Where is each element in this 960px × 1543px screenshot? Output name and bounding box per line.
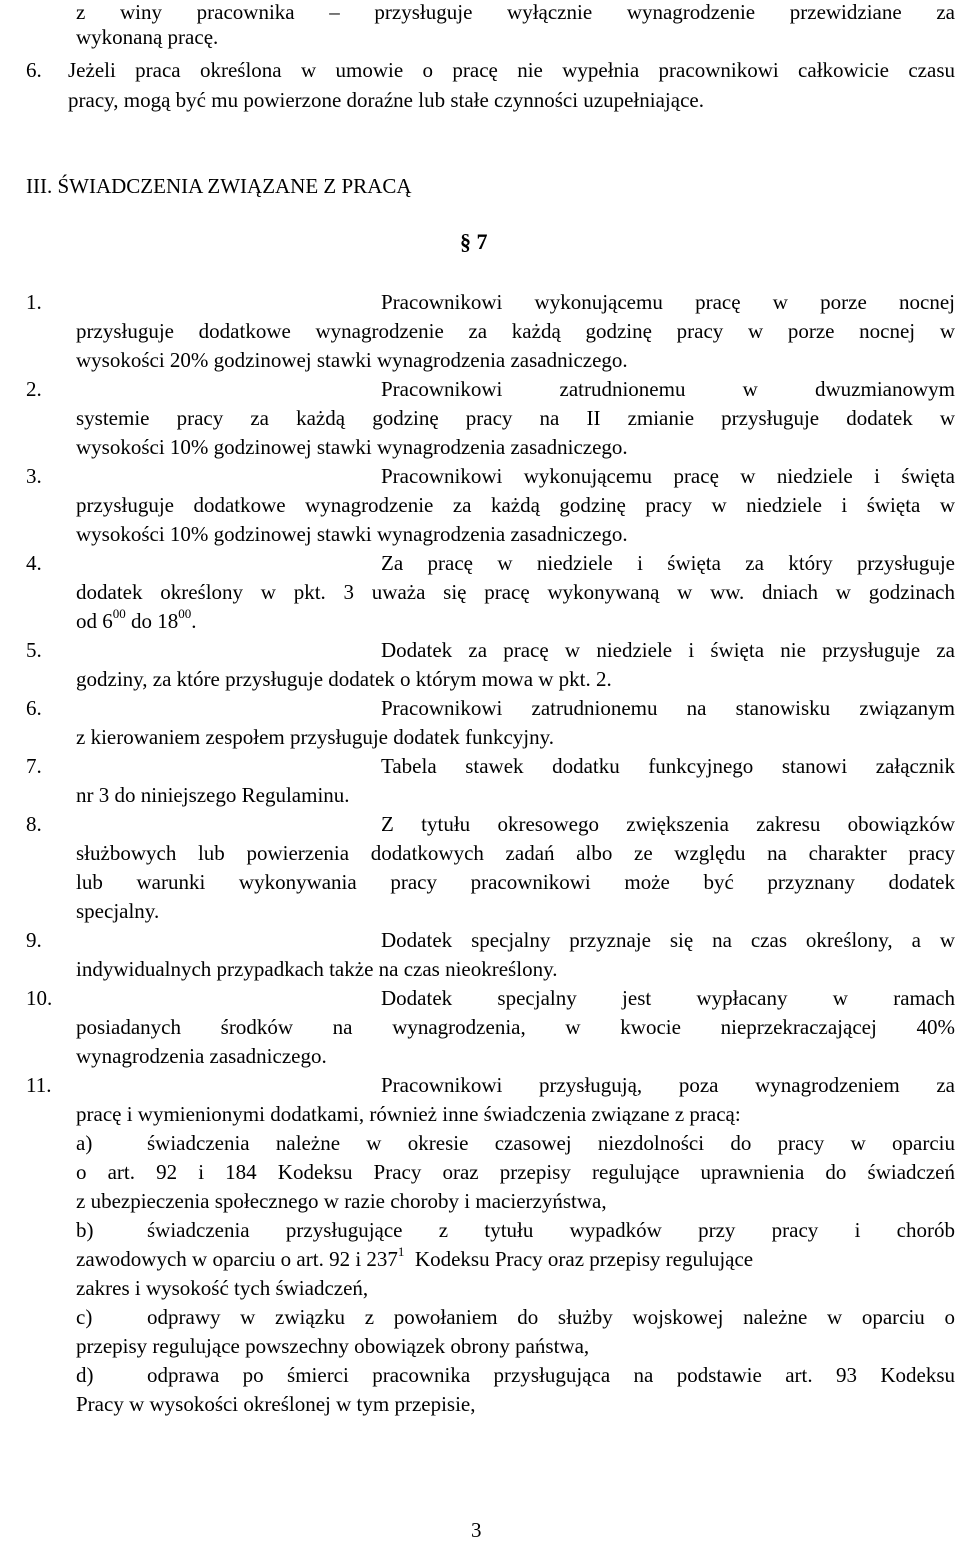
hours-to: do 18 (125, 609, 179, 633)
text-line: pracy, mogą być mu powierzone doraźne lub stałe czynności uzupełniające. (68, 88, 704, 112)
text-line: Dodatek specjalny przyznaje się na czas określony, a w (381, 928, 955, 952)
item-number: 5. (26, 638, 42, 662)
hours-from: od 6 (76, 609, 113, 633)
subitem-letter: b) (76, 1218, 94, 1242)
superscript: 00 (178, 606, 192, 621)
text-line: wysokości 20% godzinowej stawki wynagrodzenia zasadniczego. (76, 348, 628, 372)
item-number: 8. (26, 812, 42, 836)
text-line: systemie pracy za każdą godzinę pracy na II zmianie przysługuje dodatek w (76, 406, 955, 430)
subitem-letter: d) (76, 1363, 94, 1387)
text-line: wynagrodzenia zasadniczego. (76, 1044, 327, 1068)
text-line: świadczenia należne w okresie czasowej niezdolności do pracy w oparciu (147, 1131, 955, 1155)
item-number: 1. (26, 290, 42, 314)
text-line: indywidualnych przypadkach także na czas nieokreślony. (76, 957, 558, 981)
text-line: Pracy w wysokości określonej w tym przepisie, (76, 1392, 476, 1416)
text-line: Dodatek za pracę w niedziele i święta nie przysługuje za (381, 638, 955, 662)
superscript: 1 (397, 1244, 405, 1259)
item-number: 10. (26, 986, 53, 1010)
text-line: Tabela stawek dodatku funkcyjnego stanowi załącznik (381, 754, 955, 778)
text-line: przysługuje dodatkowe wynagrodzenie za każdą godzinę pracy w porze nocnej w (76, 319, 955, 343)
text-line: Pracownikowi zatrudnionemu na stanowisku związanym (381, 696, 955, 720)
text-line: Pracownikowi wykonującemu pracę w niedziele i święta (381, 464, 955, 488)
text-line: Pracownikowi wykonującemu pracę w porze nocnej (381, 290, 955, 314)
text-line: z ubezpieczenia społecznego w razie choroby i macierzyństwa, (76, 1189, 607, 1213)
text-line: z kierowaniem zespołem przysługuje dodatek funkcyjny. (76, 725, 554, 749)
text-line: świadczenia przysługujące z tytułu wypadków przy pracy i chorób (147, 1218, 955, 1242)
text-line: Z tytułu okresowego zwiększenia zakresu obowiązków (381, 812, 955, 836)
text-line: przepisy regulujące powszechny obowiązek obrony państwa, (76, 1334, 590, 1358)
text-line: odprawa po śmierci pracownika przysługująca na podstawie art. 93 Kodeksu (147, 1363, 955, 1387)
text-line: specjalny. (76, 899, 160, 923)
text-line: zakres i wysokość tych świadczeń, (76, 1276, 369, 1300)
text-line: Pracownikowi przysługują, poza wynagrodzeniem za (381, 1073, 955, 1097)
text-line: odprawy w związku z powołaniem do służby wojskowej należne w oparciu o (147, 1305, 955, 1329)
subitem-letter: a) (76, 1131, 93, 1155)
text-line: służbowych lub powierzenia dodatkowych zadań albo ze względu na charakter pracy (76, 841, 955, 865)
text-line: dodatek określony w pkt. 3 uważa się pracę wykonywaną w ww. dniach w godzinach (76, 580, 955, 604)
text-line: posiadanych środków na wynagrodzenia, w kwocie nieprzekraczającej 40% (76, 1015, 955, 1039)
text-line (76, 606, 197, 633)
text-line: wysokości 10% godzinowej stawki wynagrodzenia zasadniczego. (76, 435, 628, 459)
text-line: przysługuje dodatkowe wynagrodzenie za każdą godzinę pracy w niedziele i święta w (76, 493, 955, 517)
text-line: pracę i wymienionymi dodatkami, również inne świadczenia związane z pracą: (76, 1102, 741, 1126)
item-number: 7. (26, 754, 42, 778)
text-line: Pracownikowi zatrudnionemu w dwuzmianowym (381, 377, 955, 401)
subitem-letter: c) (76, 1305, 93, 1329)
text-line: nr 3 do niniejszego Regulaminu. (76, 783, 350, 807)
item-number: 3. (26, 464, 42, 488)
text-line: Za pracę w niedziele i święta za który przysługuje (381, 551, 955, 575)
item-number: 6. (26, 696, 42, 720)
text-line: z winy pracownika – przysługuje wyłącznie wynagrodzenie przewidziane za (76, 0, 955, 24)
paragraph-sign: § 7 (460, 229, 488, 254)
text-line: godziny, za które przysługuje dodatek o którym mowa w pkt. 2. (76, 667, 612, 691)
item-number: 6. (26, 58, 42, 82)
superscript: 00 (112, 606, 126, 621)
item-number: 11. (26, 1073, 52, 1097)
text-line: lub warunki wykonywania pracy pracownikowi może być przyznany dodatek (76, 870, 955, 894)
text-line: wysokości 10% godzinowej stawki wynagrodzenia zasadniczego. (76, 522, 628, 546)
text-line (76, 1244, 955, 1271)
art-line-end: Kodeksu Pracy oraz przepisy regulujące (404, 1247, 754, 1271)
section-title: III. ŚWIADCZENIA ZWIĄZANE Z PRACĄ (26, 174, 412, 198)
page-number: 3 (471, 1518, 482, 1542)
item-number: 9. (26, 928, 42, 952)
item-number: 4. (26, 551, 42, 575)
item-number: 2. (26, 377, 42, 401)
text-line: o art. 92 i 184 Kodeksu Pracy oraz przepisy regulujące uprawnienia do świadczeń (76, 1160, 955, 1184)
text-line: wykonaną pracę. (76, 25, 219, 49)
line-end: . (191, 609, 197, 633)
text-line: Dodatek specjalny jest wypłacany w ramach (381, 986, 955, 1010)
art-line-start: zawodowych w oparciu o art. 92 i 237 (76, 1247, 398, 1271)
text-line: Jeżeli praca określona w umowie o pracę nie wypełnia pracownikowi całkowicie czasu (68, 58, 955, 82)
